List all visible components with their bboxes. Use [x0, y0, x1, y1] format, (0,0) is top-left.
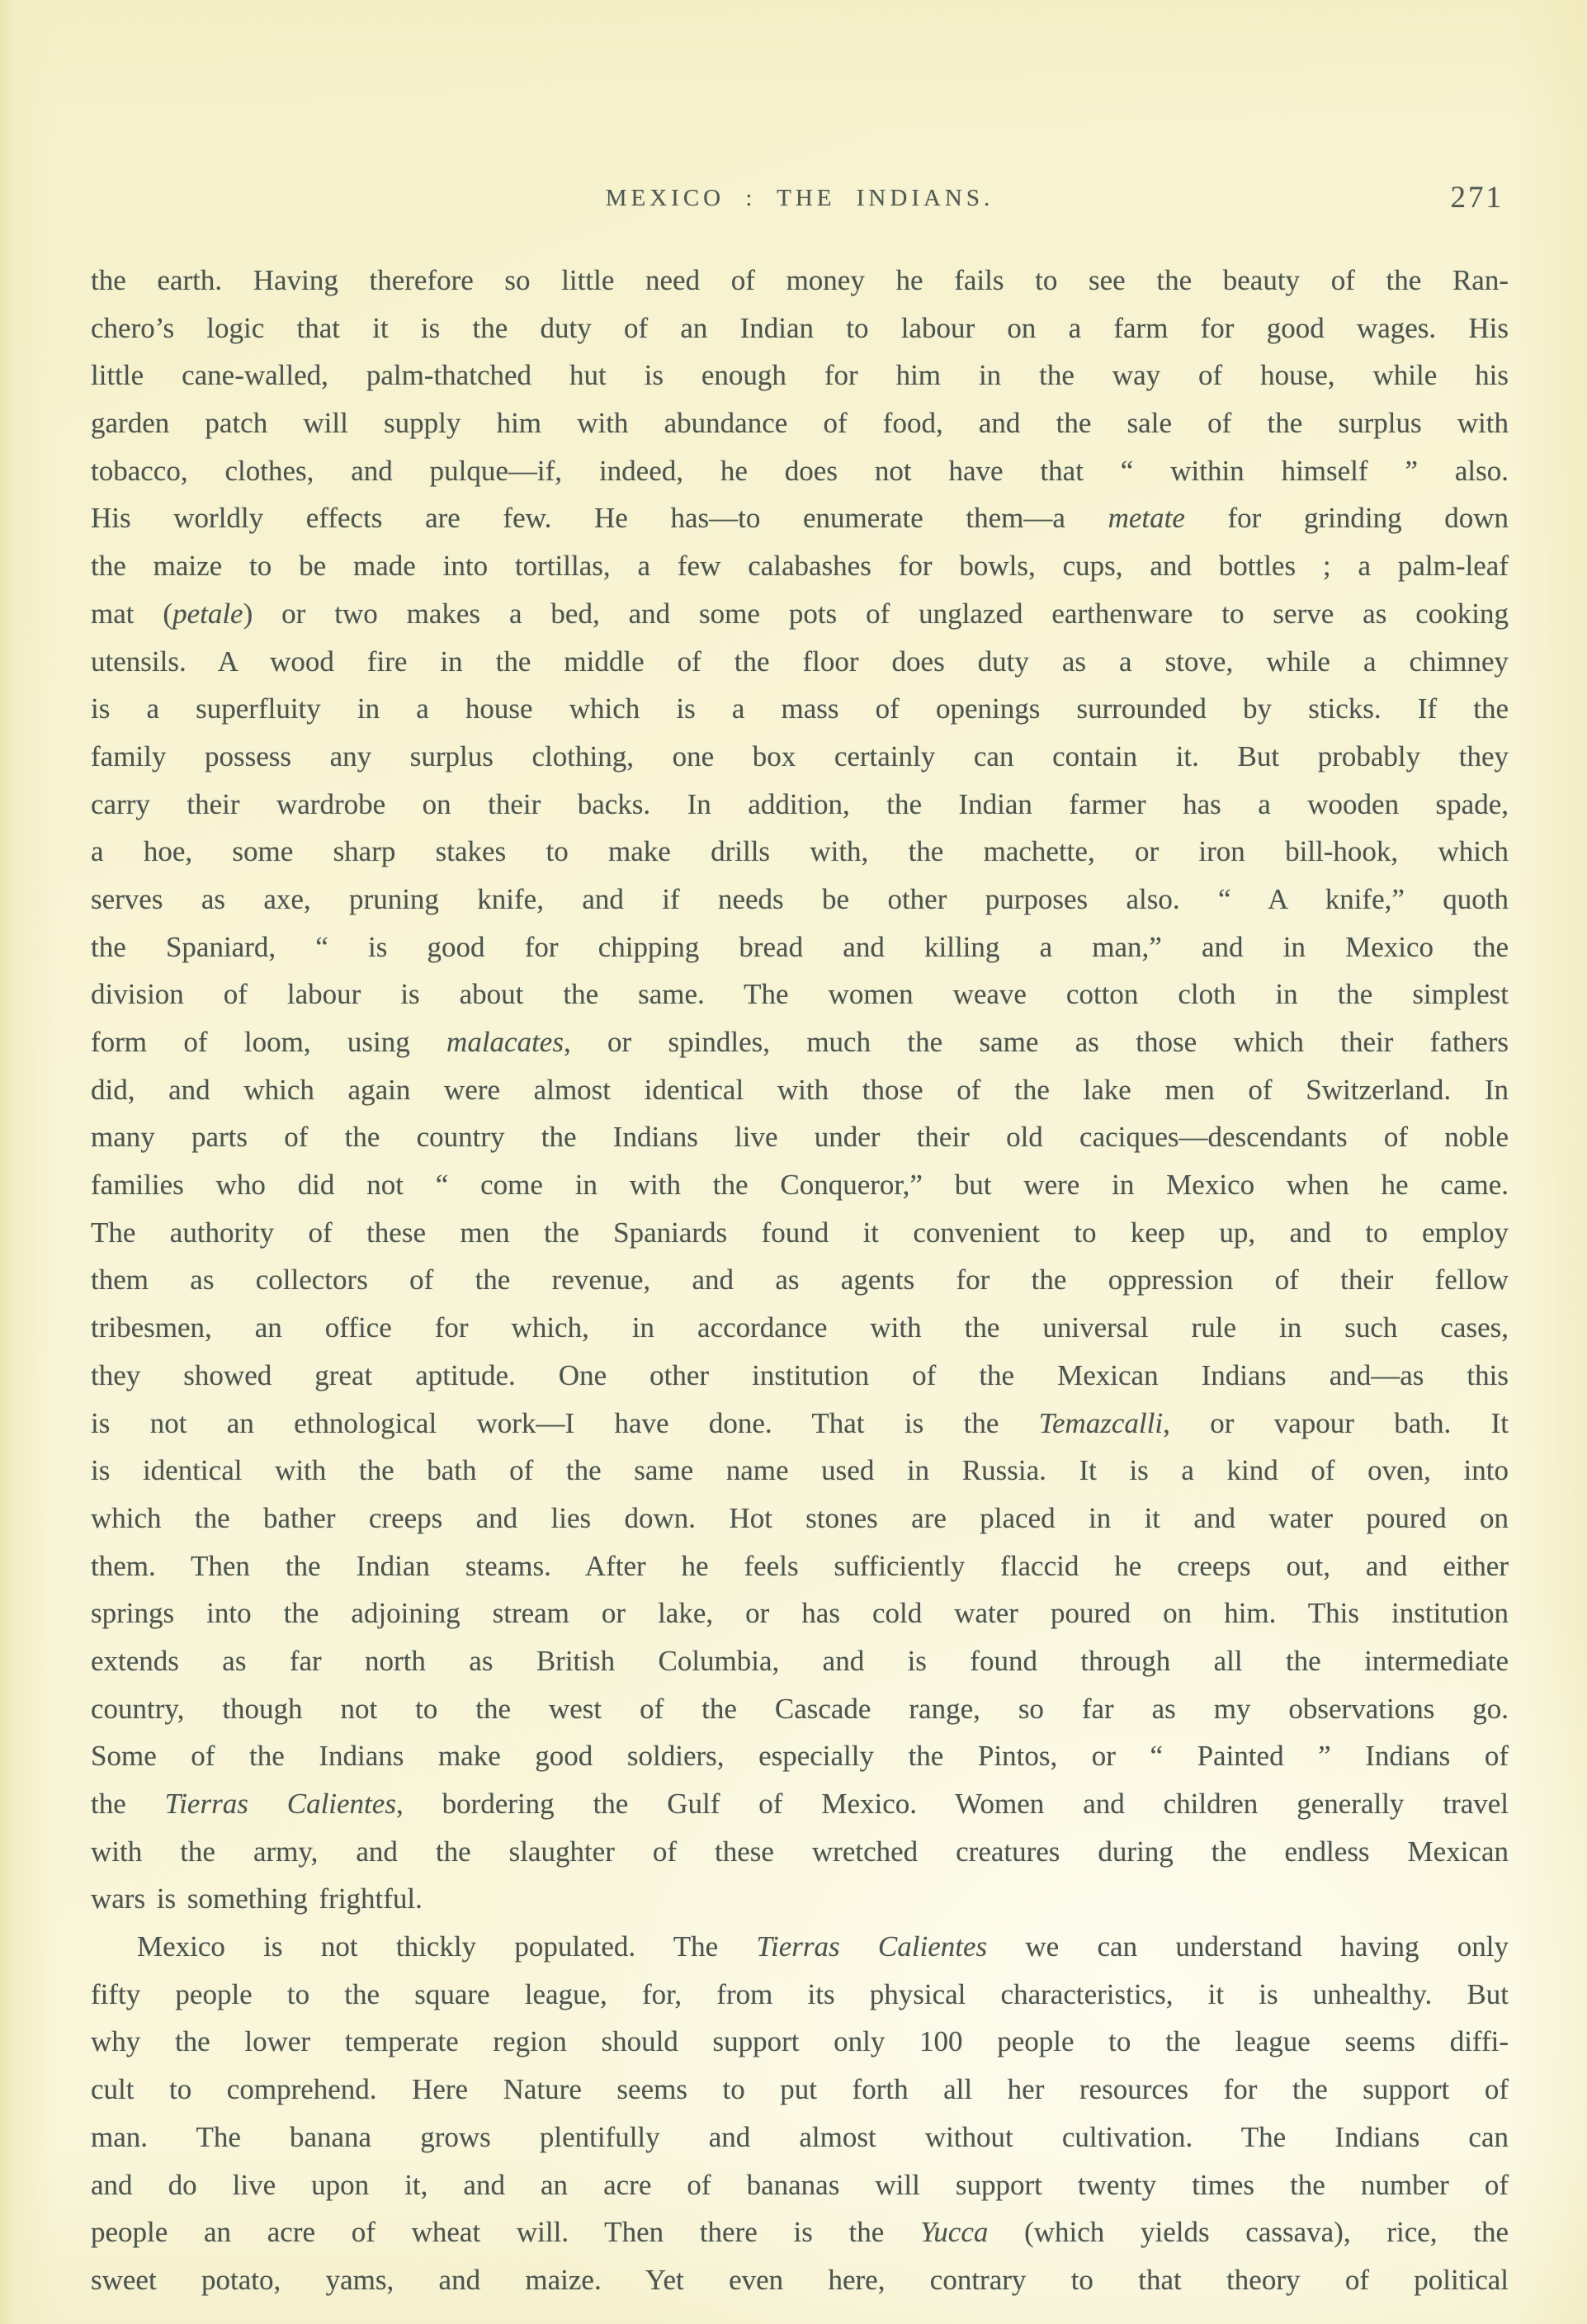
text-line [91, 1542, 1509, 1590]
text-line [91, 733, 1509, 781]
text-segment: metate [1108, 502, 1185, 535]
page-title: MEXICO : THE INDIANS. [605, 185, 994, 211]
text-segment: is identical with the bath of the same name used in Russia. It is a kind of oven, into [91, 1454, 1509, 1487]
text-segment: chero’s logic that it is the duty of an Indian to labour on a farm for good wages. His [91, 311, 1509, 344]
text-line [91, 305, 1509, 352]
running-header [91, 182, 1509, 218]
text-segment: cult to comprehend. Here Nature seems to put forth all her resources for the support of [91, 2073, 1509, 2106]
text-segment: them as collectors of the revenue, and as agents for the oppression of their fellow [91, 1264, 1509, 1297]
text-segment: carry their wardrobe on their backs. In addition, the Indian farmer has a wooden spade, [91, 787, 1509, 820]
text-segment: , or spindles, much the same as those which their fathers [563, 1026, 1509, 1058]
text-segment: Tierras Calientes [164, 1788, 396, 1820]
text-segment: utensils. A wood fire in the middle of the floor does duty as a stove, while a chimney [91, 645, 1509, 678]
text-line [91, 2208, 1509, 2256]
text-segment: Yucca [920, 2216, 989, 2249]
text-line [91, 1447, 1509, 1495]
text-line [91, 876, 1509, 923]
text-line [91, 1780, 1509, 1828]
text-line [91, 828, 1509, 876]
text-segment: little cane-walled, palm-thatched hut is enough for him in the way of house, while his [91, 359, 1509, 392]
text-line [91, 1066, 1509, 1114]
text-line [91, 2066, 1509, 2114]
text-line [91, 1018, 1509, 1066]
text-segment: we can understand having only [987, 1930, 1509, 1963]
text-segment: country, though not to the west of the Cascade range, so far as my observations go. [91, 1692, 1509, 1725]
text-segment: the [91, 1788, 165, 1820]
text-segment: families who did not “ come in with the Conqueror,” but were in Mexico when he came. [91, 1169, 1509, 1202]
text-line [91, 1971, 1509, 2019]
text-segment: for grinding down [1184, 502, 1509, 535]
text-line [91, 1113, 1509, 1161]
text-line [91, 1637, 1509, 1685]
text-segment: extends as far north as British Columbia, and is found through all the intermediate [91, 1644, 1509, 1677]
text-segment: and do live upon it, and an acre of bananas will support twenty times the number of [91, 2168, 1509, 2201]
text-line [91, 494, 1509, 542]
text-segment: His worldly effects are few. He has—to enumerate them—a [91, 502, 1108, 535]
text-segment: Some of the Indians make good soldiers, especially the Pintos, or “ Painted ” Indians of [91, 1740, 1509, 1773]
text-segment: the Spaniard, “ is good for chipping bread and killing a man,” and in Mexico the [91, 930, 1509, 963]
text-segment: did, and which again were almost identical with those of the lake men of Switzerland. In [91, 1073, 1509, 1106]
text-line [91, 1923, 1509, 1971]
text-line [91, 399, 1509, 447]
text-segment: which the bather creeps and lies down. Hot stones are placed in it and water poured on [91, 1501, 1509, 1534]
text-segment: mat ( [91, 597, 173, 630]
text-line [91, 1352, 1509, 1400]
text-segment: The authority of these men the Spaniards found it convenient to keep up, and to employ [91, 1216, 1509, 1249]
text-segment: tobacco, clothes, and pulque—if, indeed, he does not have that “ within himself ” also. [91, 454, 1509, 487]
text-line [91, 352, 1509, 399]
text-segment: they showed great aptitude. One other institution of the Mexican Indians and—as this [91, 1358, 1509, 1391]
text-segment: division of labour is about the same. The women weave cotton cloth in the simplest [91, 978, 1509, 1011]
text-line [91, 2114, 1509, 2161]
text-line [91, 638, 1509, 686]
text-line [91, 1732, 1509, 1780]
text-line [91, 1589, 1509, 1637]
text-segment: the earth. Having therefore so little need of money he fails to see the beauty of the Ran- [91, 264, 1509, 296]
text-segment: them. Then the Indian steams. After he feels sufficiently flaccid he creeps out, and either [91, 1549, 1509, 1582]
text-segment: with the army, and the slaughter of these wretched creatures during the endless Mexican [91, 1835, 1509, 1868]
text-segment: springs into the adjoining stream or lake, or has cold water poured on him. This institution [91, 1597, 1509, 1630]
text-segment: serves as axe, pruning knife, and if needs be other purposes also. “ A knife,” quoth [91, 882, 1509, 915]
text-line [91, 971, 1509, 1018]
text-segment: Temazcalli [1038, 1406, 1164, 1439]
text-line [91, 590, 1509, 638]
text-line [91, 1209, 1509, 1257]
text-segment: sweet potato, yams, and maize. Yet even here, contrary to that theory of political [91, 2263, 1509, 2296]
text-line [91, 1495, 1509, 1542]
text-line [91, 2256, 1509, 2304]
text-line [91, 2161, 1509, 2209]
text-line [91, 2018, 1509, 2066]
text-segment: garden patch will supply him with abundance of food, and the sale of the surplus with [91, 407, 1509, 440]
text-line [91, 781, 1509, 829]
text-line [91, 1875, 1509, 1923]
text-segment: tribesmen, an office for which, in accordance with the universal rule in such cases, [91, 1311, 1509, 1344]
text-segment: , bordering the Gulf of Mexico. Women and children generally travel [395, 1788, 1509, 1820]
text-segment: petale [172, 597, 243, 630]
text-segment: the maize to be made into tortillas, a few calabashes for bowls, cups, and bottles ; a palm-leaf [91, 550, 1509, 583]
text-segment: form of loom, using [91, 1026, 447, 1058]
text-segment: a hoe, some sharp stakes to make drills with, the machette, or iron bill-hook, which [91, 835, 1509, 868]
text-line [91, 1256, 1509, 1304]
text-segment: Tierras Calientes [756, 1930, 988, 1963]
text-segment: (which yields cassava), rice, the [988, 2216, 1509, 2249]
text-segment: Mexico is not thickly populated. The [137, 1930, 757, 1963]
text-line [91, 542, 1509, 590]
text-segment: ) or two makes a bed, and some pots of unglazed earthenware to serve as cooking [243, 597, 1509, 630]
text-segment: malacates [446, 1026, 564, 1058]
text-line [91, 685, 1509, 733]
text-line [91, 1400, 1509, 1448]
text-segment: wars is something frightful. [91, 1882, 423, 1915]
text-line [91, 1161, 1509, 1209]
text-segment: why the lower temperate region should support only 100 people to the league seems diffi- [91, 2025, 1509, 2058]
text-line [91, 257, 1509, 305]
text-segment: family possess any surplus clothing, one box certainly can contain it. But probably they [91, 739, 1509, 772]
text-line [91, 1304, 1509, 1352]
text-segment: is not an ethnological work—I have done. That is the [91, 1406, 1039, 1439]
text-line [91, 447, 1509, 495]
text-line [91, 1685, 1509, 1733]
text-segment: people an acre of wheat will. Then there is the [91, 2216, 921, 2249]
text-line [91, 1828, 1509, 1876]
text-line [91, 923, 1509, 971]
text-segment: , or vapour bath. It [1163, 1406, 1509, 1439]
text-segment: man. The banana grows plentifully and almost without cultivation. The Indians can [91, 2120, 1509, 2153]
text-segment: is a superfluity in a house which is a mass of openings surrounded by sticks. If the [91, 692, 1509, 725]
text-segment: many parts of the country the Indians live under their old caciques—descendants of noble [91, 1121, 1509, 1154]
text-segment: fifty people to the square league, for, from its physical characteristics, it is unhealthy. But [91, 1977, 1509, 2010]
page-body [91, 257, 1509, 2304]
page-number: 271 [1450, 181, 1504, 215]
